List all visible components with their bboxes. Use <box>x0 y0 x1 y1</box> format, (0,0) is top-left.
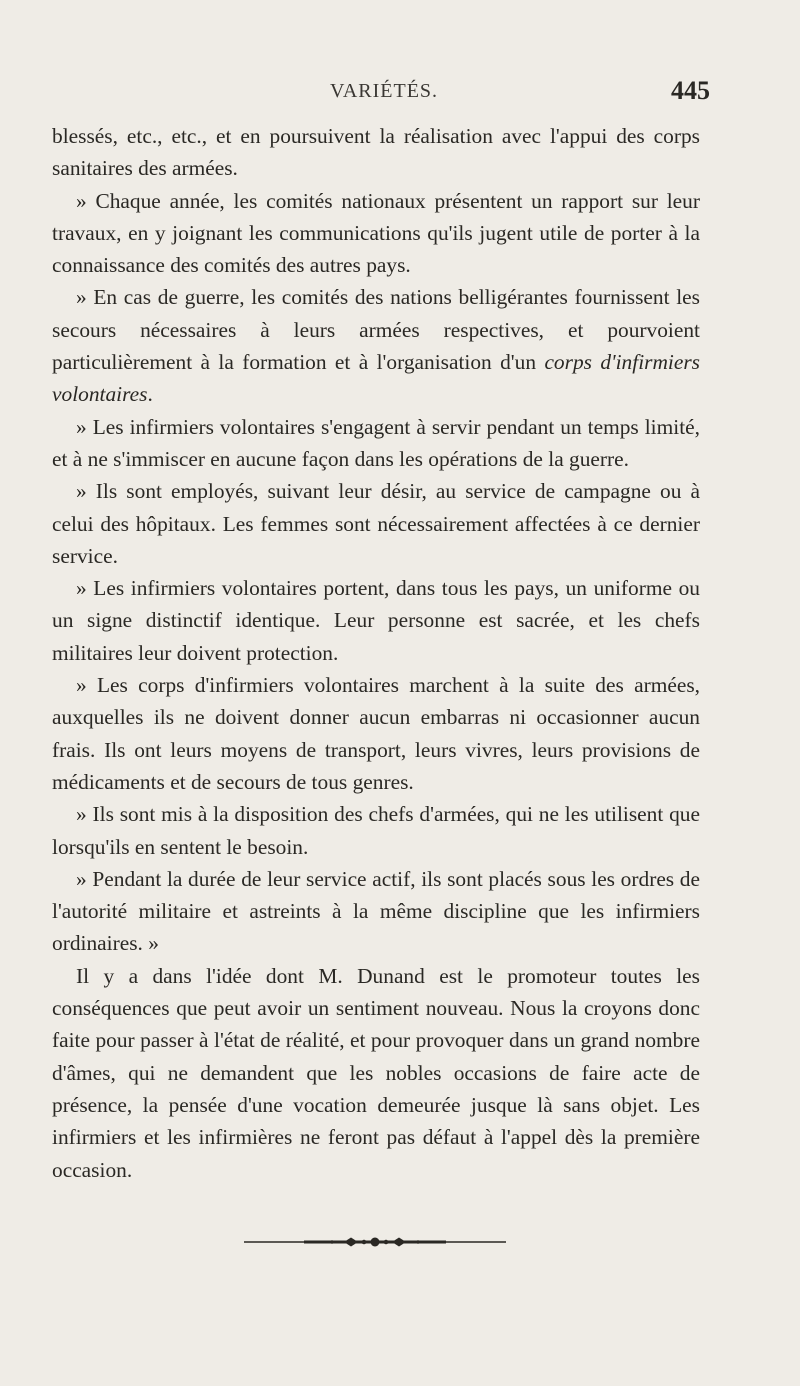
paragraph-text-end: . <box>147 382 153 407</box>
paragraph-conclusion <box>52 960 700 1186</box>
decorative-rule-ornament-icon <box>244 1236 506 1248</box>
paragraph-continuation <box>52 120 700 185</box>
paragraph-war-case <box>52 281 700 410</box>
paragraph-march <box>52 669 700 798</box>
paragraph-text: » Pendant la durée de leur service actif, ils sont placés sous les ordres de l'autorité militaire et astreints à la même discipline que les infirmiers ordinaires. » <box>52 866 700 956</box>
paragraph-text: blessés, etc., etc., et en poursuivent la réalisation avec l'appui des corps sanitaires des armées. <box>52 124 700 181</box>
paragraph-text: » Les infirmiers volontaires s'engagent à servir pendant un temps limité, et à ne s'immiscer en aucune façon dans les opérations de la guerre. <box>52 414 700 471</box>
paragraph-text: » Ils sont employés, suivant leur désir, au service de campagne ou à celui des hôpitaux. Les femmes sont nécessairement affectées à ce dernier service. <box>52 479 700 568</box>
paragraph-text: Il y a dans l'idée dont M. Dunand est le promoteur toutes les conséquences que peut avoir un sentiment nouveau. Nous la croyons donc faite pour passer à l'état de réalité, et pour provoquer dans un grand nombre d'âmes, qui ne demandent que les nobles occasions de faire acte de présence, la pensée d'une vocation demeurée jusque là sans objet. Les infirmiers et les infirmières ne feront pas défaut à l'appel dès la première occasion. <box>52 963 700 1182</box>
paragraph-text: » Chaque année, les comités nationaux présentent un rapport sur leur travaux, en y joignant les communications qu'ils jugent utile de porter à la connaissance des comités des autres pays. <box>52 188 700 278</box>
paragraph-employment <box>52 475 700 572</box>
paragraph-text: » En cas de guerre, les comités des nations belligérantes fournissent les secours nécessaires à leurs armées respectives, et pourvoient particulièrement à la formation et à l'organisation d'un <box>52 285 700 375</box>
paragraph-text: » Les corps d'infirmiers volontaires marchent à la suite des armées, auxquelles ils ne doivent donner aucun embarras ni occasionner aucun frais. Ils ont leurs moyens de transport, leurs vivres, leurs provisions de médicaments et de secours de tous genres. <box>52 673 700 794</box>
paragraph-uniform <box>52 572 700 669</box>
page-header <box>58 76 710 110</box>
paragraph-italic-term: corps d'infirmiers volontaires <box>52 350 700 407</box>
page-number: 445 <box>671 76 710 105</box>
paragraph-text: » Les infirmiers volontaires portent, dans tous les pays, un uniforme ou un signe distinctif identique. Leur personne est sacrée, et les chefs militaires leur doivent protection. <box>52 576 700 665</box>
running-title: VARIÉTÉS. <box>329 80 439 102</box>
paragraph-active-service <box>52 863 700 960</box>
paragraph-text: » Ils sont mis à la disposition des chefs d'armées, qui ne les utilisent que lorsqu'ils en sentent le besoin. <box>52 802 700 859</box>
paragraph-disposition <box>52 798 700 863</box>
paragraph-annual-reports <box>52 185 700 282</box>
body-text <box>52 120 700 1186</box>
paragraph-volunteer-commitment <box>52 411 700 476</box>
